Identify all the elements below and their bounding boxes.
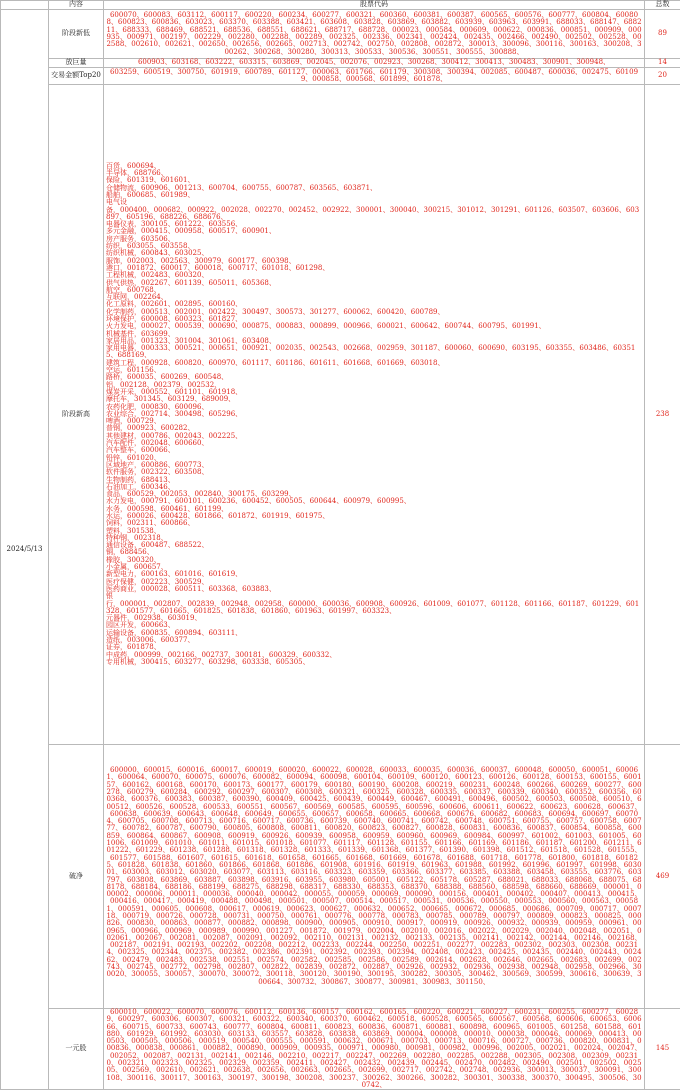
- industry-line: 生物制药，688413、: [106, 477, 642, 484]
- industry-line: 小金属，600657、: [106, 564, 642, 571]
- industry-line: 通信设备，600487、688522、: [106, 542, 642, 549]
- industry-line: 摩托车，301345、603129、689009、: [106, 396, 642, 403]
- industry-line: 水务，000598、600461、601199、: [106, 506, 642, 513]
- industry-line: 中成药，000999、002166、002737、300181、600329、600332、: [106, 652, 642, 659]
- industry-line: 化工原料，002601、002895、600160、: [106, 301, 642, 308]
- industry-line: 水运，600026、600428、601866、601872、601919、601975、: [106, 513, 642, 520]
- industry-line: 百货，600694、: [106, 163, 642, 170]
- row-stage-high: [1, 85, 680, 745]
- industry-line: 啤酒，000729、: [106, 418, 642, 425]
- industry-line: 医药商业，000028、600511、603368、603883、: [106, 586, 642, 593]
- category-stage-low: 阶段新低: [49, 10, 104, 59]
- codes-volume: 600903、603168、603222、603315、603869、002045、002076、002923、300268、300412、300413、300483、300901、300948、: [104, 59, 645, 68]
- industry-line: 空运，601156、: [106, 367, 642, 374]
- industry-line: 电气设: [106, 199, 642, 206]
- industry-line: 塑料，301538、: [106, 528, 642, 535]
- industry-line: 新型电力，600163、601016、601619、: [106, 571, 642, 578]
- industry-line: 纺织，603055、603558、: [106, 243, 642, 250]
- industry-line: 船舶，600685、601989、: [106, 192, 642, 199]
- industry-line: 园区开发，600663、: [106, 622, 642, 629]
- industry-line: 铝，002128、002379、002532、: [106, 382, 642, 389]
- industry-line: 保险，601319、601601、: [106, 177, 642, 184]
- category-one-yuan: 一元股: [49, 1009, 104, 1090]
- industry-line: 汽车整车，600066、: [106, 447, 642, 454]
- industry-line: 煤炭开采，000552、601101、601918、: [106, 389, 642, 396]
- industry-line: 供气供热，002267、601139、605011、605368、: [106, 280, 642, 287]
- header-total: 总数: [645, 1, 680, 10]
- industry-line: 石油加工，600346、: [106, 484, 642, 491]
- industry-line: 房产服务，603506、: [106, 236, 642, 243]
- industry-line: 饲料，002311、600866、: [106, 520, 642, 527]
- industry-line: 互联网，002264、: [106, 294, 642, 301]
- header-blank: [1, 1, 49, 10]
- industry-line: 造纸，003006、600377、: [106, 637, 642, 644]
- industry-line: 特种钢，002318、: [106, 535, 642, 542]
- codes-top20: 603259、600519、300750、601919、600789、601127、000063、601766、601179、300308、300394、002085、600487、600036、002475、601099、000858、000568、601899、601878、: [104, 68, 645, 85]
- codes-clean: 600000、600015、600016、600017、600019、600020、600022、600028、600033、600035、600036、600037、600048、600050、600051、600061、600064、600070、600075、600076、600082、600094、600098、600104、600109、600120、600123、600126、600128、600153、600155、600157、600162、600168、600170、600173、600177、600179、600180、600190、600208、600219、600231、600248、600266、600269、600277、600278、600279、600284、600292、600297、600307、600308、600321、600325、600328、600335、600337、600339、600340、600352、600356、600368、600376、600383、600387、600390、600409、600425、600439、600449、600467、600491、600496、600502、600503、600508、600510、600512、600526、600528、600533、600551、600567、600569、600585、600595、600596、600606、600611、600622、600623、600628、600637、600638、600639、600643、600648、600649、600655、600657、600658、600665、600668、600676、600682、600683、600694、600697、600704、600705、600708、600713、600716、600717、600736、600739、600740、600741、600742、600748、600751、600755、600757、600758、600777、600782、600787、600790、600805、600808、600811、600820、600823、600827、600828、600831、600836、600837、600854、600858、600859、600864、600867、600908、600919、600926、600939、600958、600959、600960、600969、600984、600997、601002、601003、601005、601006、601009、601010、601011、601015、601018、601077、601117、601128、601155、601166、601169、601186、601187、601200、601211、601222、601229、601238、601288、601318、601328、601333、601339、601368、601377、601390、601398、601512、601518、601528、601555、601577、601588、601607、601615、601618、601658、601665、601668、601669、601678、601688、601718、601778、601800、601818、601825、601828、601838、601860、601866、601868、601886、601908、601916、601919、601963、601988、601992、601996、601997、601998、603001、603003、603012、603020、603077、603113、603116、603323、603359、603366、603377、603385、603388、603458、603555、603776、603797、603808、603869、603887、603898、603916、603955、603980、605001、605122、605178、605287、688021、688033、688068、688075、688178、688184、688186、688199、688275、688298、688317、688330、688353、688370、688388、688560、688598、688660、688669、000001、000002、000006、000011、000036、000040、000042、000055、000059、000069、000090、000156、000401、000402、000407、000413、000415、000416、000417、000419、000488、000498、000501、000507、000514、000517、000531、000536、000550、000553、000560、000563、000581、000591、000605、000608、000617、000619、000623、000627、000632、000652、000665、000672、000685、000686、000709、000717、000718、000719、000726、000728、000731、000750、000761、000776、000778、000783、000785、000789、000797、000809、000823、000825、000826、000830、000863、000877、000882、000898、000900、000905、000910、000917、000919、000926、000932、000939、000959、000961、000965、000966、000969、000989、000990、001227、001872、001979、002004、002010、002016、002022、002029、002040、002048、002051、002061、002067、002081、002087、002091、002092、002110、002131、002132、002133、002135、002141、002142、002144、002146、002168、002187、002191、002193、002202、002208、002212、002233、002244、002250、002251、002277、002283、002302、002303、002308、002314、002325、002344、002375、002382、002386、002391、002392、002393、002394、002408、002423、002425、002435、002440、002443、002462、002479、002483、002538、002551、002574、002582、002585、002586、002589、002614、002628、002646、002665、002683、002699、002743、002745、002772、002798、002807、002822、002839、002872、002887、002926、002932、002936、002938、002948、002958、002966、300020、300055、300057、300070、300072、300118、300120、300190、300195、300282、300305、300462、300569、300599、300616、300639、300664、300732、300867、300877、300981、300983、301150、: [104, 745, 645, 1009]
- industry-line: 证券，601878、: [106, 644, 642, 651]
- header-content: 内容: [49, 1, 104, 10]
- codes-stage-low: 600070、600083、603112、600117、600220、600234、600277、600321、600360、600381、600387、600565、600576、600777、600804、600808、600823、600836、603023、603370、603388、603421、603608、603828、603869、603882、603939、603963、603991、688033、688147、688211、688333、688469、688521、688536、688551、688621、688717、688728、000023、000584、000609、000622、000836、000851、000909、000935、000971、002197、002229、002280、002288、002289、002325、002336、002341、002424、002435、002466、002490、002502、002528、002588、002610、002621、002650、002656、002665、002713、002742、002750、002808、002872、300013、300096、300116、300163、300208、300262、300268、300280、300313、300533、300536、300551、300555、300888、: [104, 10, 645, 59]
- industry-line: 路桥，600035、600269、600548、: [106, 374, 642, 381]
- industry-line: 专用机械，300415、603277、603298、603338、605305、: [106, 659, 642, 666]
- header-row: [1, 1, 680, 10]
- count-top20: 20: [645, 68, 680, 85]
- industry-line: 家用电器，000333、000521、000651、000921、002035、002543、002668、002959、301187、600060、600690、603195、603355、603486、603515、688169、: [106, 345, 642, 360]
- codes-one-yuan: 600010、600022、600070、600076、600112、600136、600157、600162、600165、600220、600221、600227、600231、600255、600277、600289、600297、600306、600307、600321、600322、600340、600370、600462、600518、600528、600565、600567、600568、600606、600653、600666、600715、600733、600743、600777、600804、600811、600823、600836、600871、600881、600898、600965、601005、601258、601588、601880、601929、601992、603030、603133、603557、603828、603838、603869、000004、000008、000010、000038、000046、000069、000413、000503、000505、000506、000519、000540、000555、000591、000632、000671、000703、000713、000716、000727、000736、000820、000831、000836、000838、000861、000882、000890、000909、000935、000971、000980、000981、000982、000996、002005、002021、002024、002047、002052、002087、002131、002141、002146、002210、002217、002247、002269、002280、002285、002288、002305、002308、002309、002310、002321、002323、002325、002329、002359、002411、002427、002432、002439、002445、002470、002482、002490、002501、002502、002505、002569、002610、002621、002638、002656、002663、002665、002699、002717、002742、002748、002936、300013、300037、300091、300108、300116、300117、300163、300197、300198、300208、300237、300262、300266、300282、300301、300338、300370、300495、300506、300742、: [104, 1009, 645, 1090]
- date-cell: 2024/5/13: [1, 10, 49, 1090]
- industry-line: 航空，600768、: [106, 287, 642, 294]
- category-clean: 破净: [49, 745, 104, 1009]
- category-top20: 交易金额Top20: [49, 68, 104, 85]
- codes-stage-high: [104, 85, 645, 745]
- industry-line: 软件服务，002322、603508、: [106, 469, 642, 476]
- industry-line: 半导体，688766、: [106, 170, 642, 177]
- industry-line: 农业综合，002714、300498、605296、: [106, 411, 642, 418]
- industry-line: 多元金融，000415、000958、600517、600901、: [106, 228, 642, 235]
- industry-line: 元器件，002938、603019、: [106, 615, 642, 622]
- row-clean: [1, 745, 680, 1009]
- category-volume: 放巨量: [49, 59, 104, 68]
- count-stage-low: 89: [645, 10, 680, 59]
- industry-line: 港口，001872、600017、600018、600717、601018、601298、: [106, 265, 642, 272]
- industry-line: 铜，688456、: [106, 549, 642, 556]
- count-one-yuan: 145: [645, 1009, 680, 1090]
- industry-line: 环境保护，600008、600323、601827、: [106, 316, 642, 323]
- industry-line: 银: [106, 593, 642, 600]
- header-codes: 股票代码: [104, 1, 645, 10]
- industry-line: 农药化肥，000830、600096、: [106, 404, 642, 411]
- industry-line: 行，000001、002807、002839、002948、002958、600000、600036、600908、600926、601009、601077、601128、601166、601187、601229、601328、601577、601665、601825、601838、601860、601963、601997、603323、: [106, 601, 642, 616]
- industry-line: 医疗保健，002223、300529、: [106, 579, 642, 586]
- industry-line: 机械基件，603699、: [106, 331, 642, 338]
- industry-line: 其他建材，000786、002043、002225、: [106, 433, 642, 440]
- industry-line: 火力发电，000027、000539、000690、000875、000883、000899、000966、600021、600642、600744、600795、601991、: [106, 323, 642, 330]
- industry-line: 食品，600529、002053、002840、300175、603299、: [106, 491, 642, 498]
- industry-line: 仓储物流，600906、001213、600704、600755、600787、603565、603871、: [106, 185, 642, 192]
- count-clean: 469: [645, 745, 680, 1009]
- row-top20: [1, 68, 680, 85]
- industry-line: 橡胶，300320、: [106, 557, 642, 564]
- category-stage-high: 阶段新高: [49, 85, 104, 745]
- industry-line: 家居用品，001323、301004、301061、603408、: [106, 338, 642, 345]
- industry-line: 工程机械，002483、600320、: [106, 272, 642, 279]
- industry-line: 化学制药，000513、002001、002422、300497、300573、301277、600062、600420、600789、: [106, 309, 642, 316]
- industry-line: 区域地产，600886、600773、: [106, 462, 642, 469]
- industry-line: 纺织机械，600843、603025、: [106, 250, 642, 257]
- row-one-yuan: [1, 1009, 680, 1090]
- industry-line: 服饰，002003、002563、300979、600177、600398、: [106, 258, 642, 265]
- industry-line: 铅锌，601020、: [106, 455, 642, 462]
- count-volume: 14: [645, 59, 680, 68]
- industry-line: 运输设备，600835、600894、603111、: [106, 630, 642, 637]
- count-stage-high: 238: [645, 85, 680, 745]
- industry-line: 普钢，000923、600282、: [106, 425, 642, 432]
- industry-line: 建筑工程，000928、600820、600970、601117、601186、601611、601668、601669、603018、: [106, 360, 642, 367]
- row-volume: [1, 59, 680, 68]
- row-stage-low: [1, 10, 680, 59]
- industry-line: 汽车配件，002048、600660、: [106, 440, 642, 447]
- industry-line: 备，000400、000682、000922、002028、002270、002452、002922、300001、300040、300215、301012、301291、601126、603507、603606、603897、605196、688226、688676、: [106, 207, 642, 222]
- industry-list: [106, 163, 642, 666]
- industry-line: 水力发电，000791、600101、600236、600452、600505、600644、600979、600995、: [106, 498, 642, 505]
- industry-line: 电器仪表，300105、601222、603556、: [106, 221, 642, 228]
